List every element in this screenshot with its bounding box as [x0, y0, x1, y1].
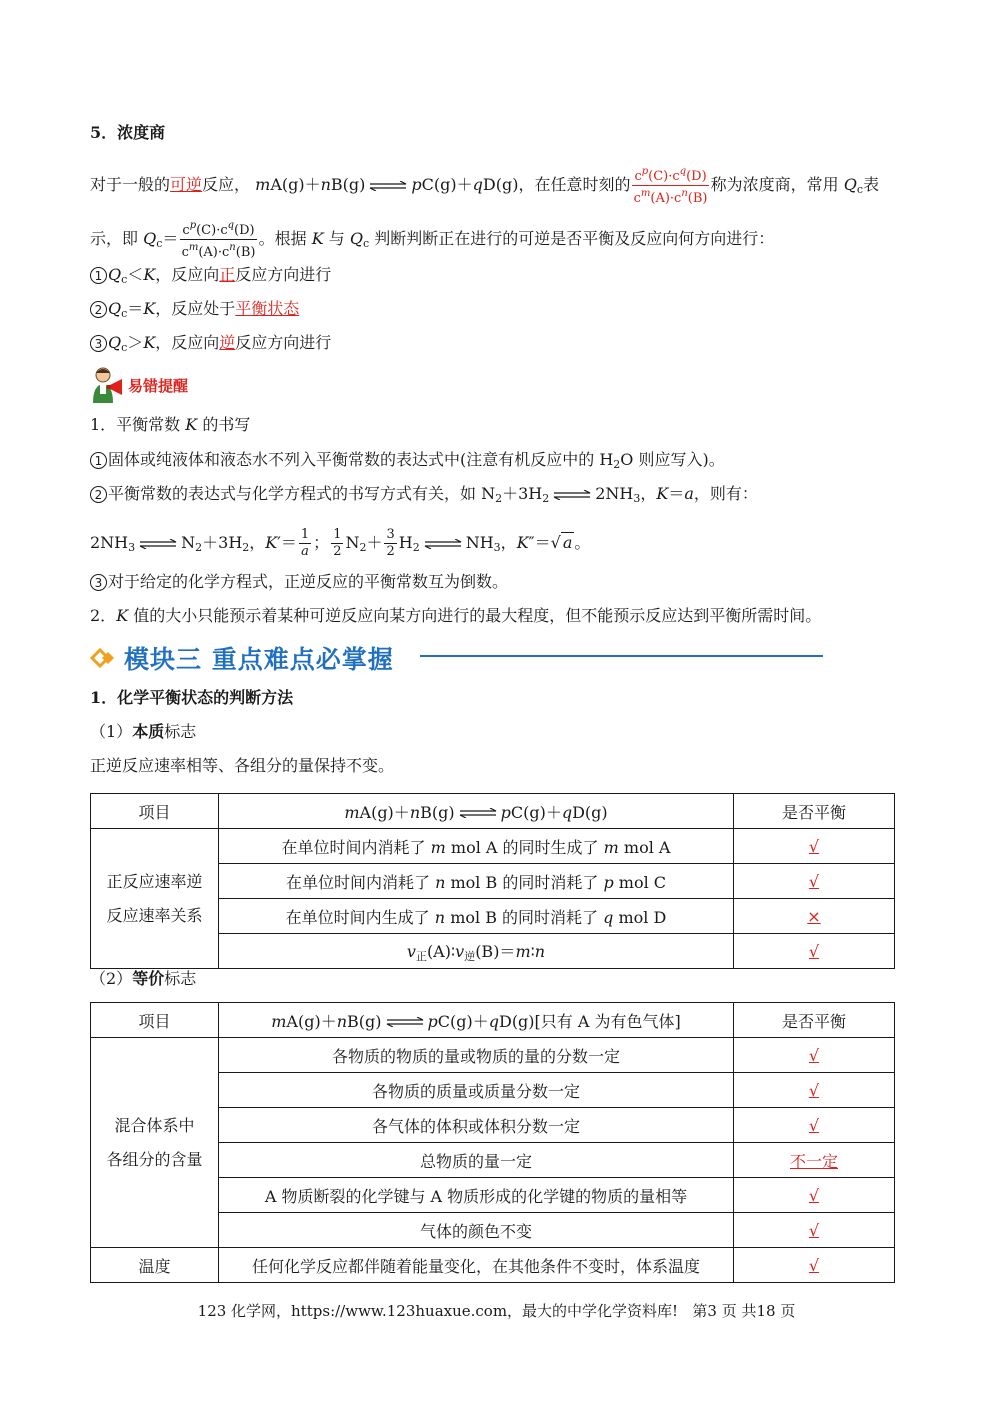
header-cell: mA(g)＋nB(g) pC(g)＋qD(g): [219, 794, 734, 829]
section-heading: 1．化学平衡状态的判断方法: [90, 688, 294, 707]
answer-cell: √: [734, 1248, 895, 1283]
subheading: （2）等价标志: [90, 969, 197, 988]
table-cell: $v_正(A)∶v_逆(B)=m∶n$: [219, 934, 734, 969]
group-cell: 混合体系中 各组分的含量: [91, 1038, 219, 1248]
module-title: 模块三 重点难点必掌握: [124, 645, 394, 674]
answer-cell: 不一定: [734, 1143, 895, 1178]
tip-line: 2 平衡常数的表达式与化学方程式的书写方式有关，如 $N_2+3H_2$ $2NH_3$，K＝a，则有：: [90, 483, 758, 510]
qc-formula-fraction: $\frac{c^p(C)\cdot c^q(D)}{c^m(A)\cdot c^n(B)}$: [181, 220, 256, 260]
tip-line: 3 对于给定的化学方程式，正逆反应的平衡常数互为倒数。: [90, 571, 508, 593]
circled-number: 2: [90, 486, 107, 503]
table-row: [91, 1248, 895, 1283]
answer-cell: √: [734, 934, 895, 969]
reversible-arrow-icon: [552, 490, 592, 500]
table-header-row: [91, 1003, 895, 1038]
answer-cell: √: [734, 1178, 895, 1213]
circled-number: 3: [90, 335, 107, 352]
tip-equation-line: $2NH_3$ $N_2+3H_2$，K′＝ $\frac{1}{a}$ ； $\frac{1}{2}$ $N_2+$ $\frac{3}{2}$ $H_2$ $NH_3$，K″＝√ a 。: [90, 527, 591, 559]
table-cell: 各物质的质量或质量分数一定: [219, 1073, 734, 1108]
table-cell: 总物质的量一定: [219, 1143, 734, 1178]
module-header: [90, 638, 394, 678]
header-cell: 项目: [91, 1003, 219, 1038]
teacher-megaphone-icon: [90, 365, 126, 405]
answer-cell: √: [734, 864, 895, 899]
equilibrium-table-1: [90, 793, 895, 969]
answer-cell: ×: [734, 899, 895, 934]
section-heading: 5．浓度商: [90, 123, 166, 142]
table-cell: 在单位时间内生成了 n mol B 的同时消耗了 q mol D: [219, 899, 734, 934]
paragraph-line: 正逆反应速率相等、各组分的量保持不变。: [90, 756, 395, 775]
table-cell: 各物质的物质的量或物质的量的分数一定: [219, 1038, 734, 1073]
answer-cell: √: [734, 829, 895, 864]
page-footer: 123 化学网，https://www.123huaxue.com，最大的中学化学资料库! 第3 页 共18 页: [197, 1302, 796, 1320]
list-item: 3 $Q_c>K$，反应向逆反应方向进行: [90, 332, 331, 359]
table-cell: 在单位时间内消耗了 m mol A 的同时生成了 m mol A: [219, 829, 734, 864]
tip-line: 1．平衡常数 K 的书写: [90, 415, 251, 434]
table-header-row: [91, 794, 895, 829]
answer-cell: √: [734, 1213, 895, 1248]
header-cell: mA(g)＋nB(g) pC(g)＋qD(g)[只有 A 为有色气体]: [219, 1003, 734, 1038]
answer-blank: 可逆: [170, 175, 203, 194]
table-row: [91, 1038, 895, 1073]
circled-number: 3: [90, 574, 107, 591]
divider: [420, 655, 823, 657]
table-cell: 温度: [91, 1248, 219, 1283]
reversible-arrow-icon: [423, 539, 463, 549]
table-cell: 任何化学反应都伴随着能量变化，在其他条件不变时，体系温度: [219, 1248, 734, 1283]
table-cell: 各气体的体积或体积分数一定: [219, 1108, 734, 1143]
table-cell: 在单位时间内消耗了 n mol B 的同时消耗了 p mol C: [219, 864, 734, 899]
header-cell: 是否平衡: [734, 794, 895, 829]
group-cell: 正反应速率逆 反应速率关系: [91, 829, 219, 969]
paragraph-line: 示，即 $Q_c=$ $\frac{c^p(C)\cdot c^q(D)}{c^m(A)\cdot c^n(B)}$ 。根据 K 与 $Q_c$ 判断判断正在进行的可逆是否平衡及反应向何方向进行：: [90, 220, 775, 260]
table-cell: A 物质断裂的化学键与 A 物质形成的化学键的物质的量相等: [219, 1178, 734, 1213]
reversible-arrow-icon: [385, 1017, 425, 1027]
header-cell: 项目: [91, 794, 219, 829]
double-diamond-icon: [90, 648, 118, 668]
paragraph-line: 对于一般的可逆反应， mA(g)＋nB(g) pC(g)＋qD(g)，在任意时刻的 $\frac{c^p(C)\cdot c^q(D)}{c^m(A)\cdot c^n(B)}$ 称为浓度商，常用 $Q_c$表: [90, 166, 880, 206]
answer-cell: √: [734, 1073, 895, 1108]
equilibrium-table-2: [90, 1002, 895, 1283]
list-item: 2 $Q_c=K$，反应处于平衡状态: [90, 298, 299, 325]
circled-number: 1: [90, 452, 107, 469]
reversible-arrow-icon: [138, 539, 178, 549]
page-number: 第3 页 共18 页: [692, 1302, 796, 1320]
tip-line: 1 固体或纯液体和液态水不列入平衡常数的表达式中(注意有机反应中的 $H_2O$ 则应写入)。: [90, 449, 725, 476]
header-cell: 是否平衡: [734, 1003, 895, 1038]
circled-number: 1: [90, 267, 107, 284]
circled-number: 2: [90, 301, 107, 318]
tip-line: 2．K 值的大小只能预示着某种可逆反应向某方向进行的最大程度，但不能预示反应达到平衡所需时间。: [90, 606, 822, 625]
reversible-arrow-icon: [368, 181, 408, 191]
table-row: [91, 829, 895, 864]
concentration-quotient-fraction: $\frac{c^p(C)\cdot c^q(D)}{c^m(A)\cdot c^n(B)}$: [633, 166, 708, 206]
answer-cell: √: [734, 1038, 895, 1073]
list-item: 1 $Q_c<K$，反应向正反应方向进行: [90, 264, 331, 291]
table-cell: 气体的颜色不变: [219, 1213, 734, 1248]
subheading: （1）本质标志: [90, 722, 197, 741]
reversible-arrow-icon: [458, 808, 498, 818]
error-tip-header: 易错提醒: [90, 364, 188, 406]
answer-cell: √: [734, 1108, 895, 1143]
reaction-equation: mA(g)＋nB(g) pC(g)＋qD(g): [255, 175, 519, 194]
